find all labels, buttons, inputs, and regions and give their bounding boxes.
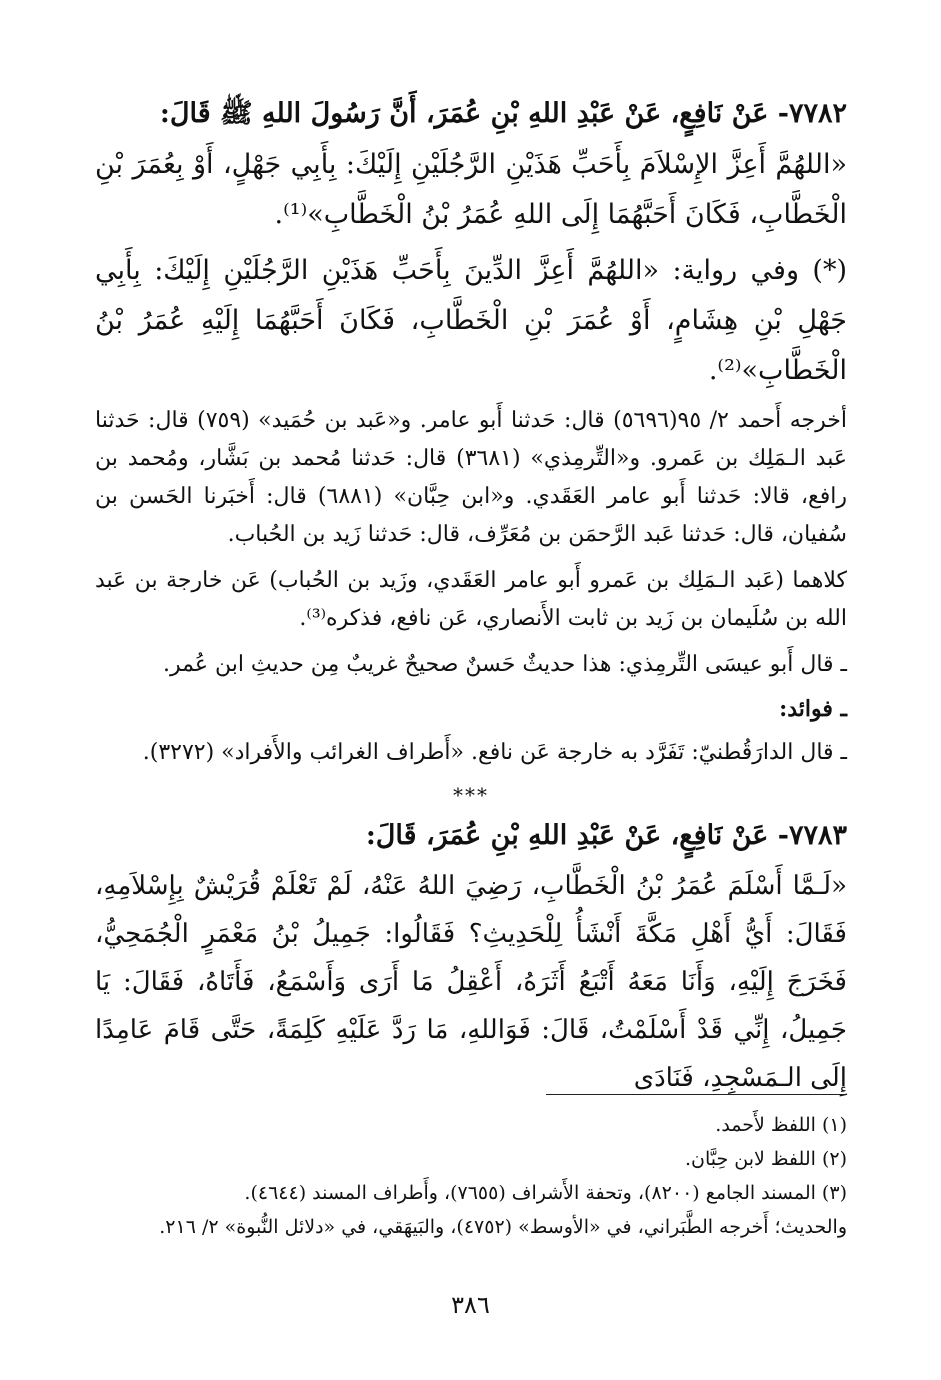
page-body — [95, 92, 847, 1102]
hadith-7782-takhrij: أخرجه أَحمد ٢/ ٩٥(٥٦٩٦) قال: حَدثنا أَبو عامر. و«عَبد بن حُمَيد» (٧٥٩) قال: حَدثنا عَبد الـمَلِك بن عَمرو. و«التِّرمِذي» (٣٦٨١) قال: حَدثنا مُحمد بن بَشَّار، ومُحمد بن رافع، قالا: حَدثنا أَبو عامر العَقَدي. و«ابن حِبَّان» (٦٨٨١) قال: أَخبَرنا الحَسن بن سُفيان، قال: حَدثنا عَبد الرَّحمَن بن مُعَرِّف، قال: حَدثنا زَيد بن الحُباب. — [95, 408, 848, 547]
page-number: ٣٨٦ — [451, 1291, 490, 1319]
footnote-divider — [546, 1094, 846, 1095]
fawaid-heading: ـ فوائد: — [779, 696, 847, 722]
footnote-3: (٣) المسند الجامع (٨٢٠٠)، وتحفة الأَشراف (٧٦٥٥)، وأَطراف المسند (٤٦٤٤). — [244, 1182, 847, 1204]
hadith-7782-tirmidhi-grading: ـ قال أَبو عيسَى التِّرمِذي: هذا حديثٌ حَسنٌ صحيحٌ غريبٌ مِن حديثِ ابن عُمر. — [162, 652, 847, 677]
section-separator: *** — [453, 783, 489, 807]
daraqutni-note: ـ قال الدارَقُطنيّ: تَفَرَّد به خارجة عَن نافع. «أَطراف الغرائب والأَفراد» (٣٢٧٢). — [142, 740, 847, 765]
footnotes — [95, 1108, 847, 1244]
footnote-3-continued: والحديث؛ أَخرجه الطَّبَراني، في «الأوسط» (٤٧٥٢)، والبَيهَقي، في «دلائل النُّبوة» ٢/ ٢١٦. — [159, 1216, 847, 1238]
hadith-7782-alternate-narration: (*) وفي رواية: «اللهُمَّ أَعِزَّ الدِّينَ بِأَحَبِّ هَذَيْنِ الرَّجُلَيْنِ إِلَيْكَ: بِأَبِي جَهْلِ بْنِ هِشَامٍ، أَوْ عُمَرَ بْنِ الْخَطَّابِ، فَكَانَ أَحَبَّهُمَا إِلَيْهِ عُمَرُ بْنُ الْخَطَّابِ»⁽²⁾. — [95, 255, 847, 386]
hadith-7782-heading: ٧٧٨٢- عَنْ نَافِعٍ، عَنْ عَبْدِ اللهِ بْنِ عُمَرَ، أَنَّ رَسُولَ اللهِ ﷺ قَالَ: — [159, 98, 847, 129]
hadith-7782-text: «اللهُمَّ أَعِزَّ الإِسْلاَمَ بِأَحَبِّ هَذَيْنِ الرَّجُلَيْنِ إِلَيْكَ: بِأَبِي جَهْلٍ، أَوْ بِعُمَرَ بْنِ الْخَطَّابِ، فَكَانَ أَحَبَّهُمَا إِلَى اللهِ عُمَرُ بْنُ الْخَطَّابِ»⁽¹⁾. — [95, 149, 847, 230]
hadith-7783-heading: ٧٧٨٣- عَنْ نَافِعٍ، عَنْ عَبْدِ اللهِ بْنِ عُمَرَ، قَالَ: — [365, 820, 847, 851]
hadith-7783-text: «لَـمَّا أَسْلَمَ عُمَرُ بْنُ الْخَطَّابِ، رَضِيَ اللهُ عَنْهُ، لَمْ تَعْلَمْ قُرَيْشٌ بِإِسْلاَمِهِ، فَقَالَ: أَيُّ أَهْلِ مَكَّةَ أَنْشَأُ لِلْحَدِيثِ؟ فَقَالُوا: جَمِيلُ بْنُ مَعْمَرٍ الْجُمَحِيُّ، فَخَرَجَ إِلَيْهِ، وَأَنَا مَعَهُ أَتْبَعُ أَثَرَهُ، أَعْقِلُ مَا أَرَى وَأَسْمَعُ، فَأَتَاهُ، فَقَالَ: يَا جَمِيلُ، إِنِّي قَدْ أَسْلَمْتُ، قَالَ: فَوَاللهِ، مَا رَدَّ عَلَيْهِ كَلِمَةً، حَتَّى قَامَ عَامِدًا إِلَى الـمَسْجِدِ، فَنَادَى — [95, 871, 847, 1093]
footnote-2: (٢) اللفظ لابن حِبَّان. — [684, 1148, 847, 1170]
footnote-1: (١) اللفظ لأَحمد. — [715, 1114, 847, 1136]
hadith-7782-chain-summary: كلاهما (عَبد الـمَلِك بن عَمرو أَبو عامر العَقَدي، وزَيد بن الحُباب) عَن خارجة بن عَبد الله بن سُلَيمان بن زَيد بن ثابت الأَنصاري، عَن نافع، فذكره⁽³⁾. — [95, 568, 847, 631]
